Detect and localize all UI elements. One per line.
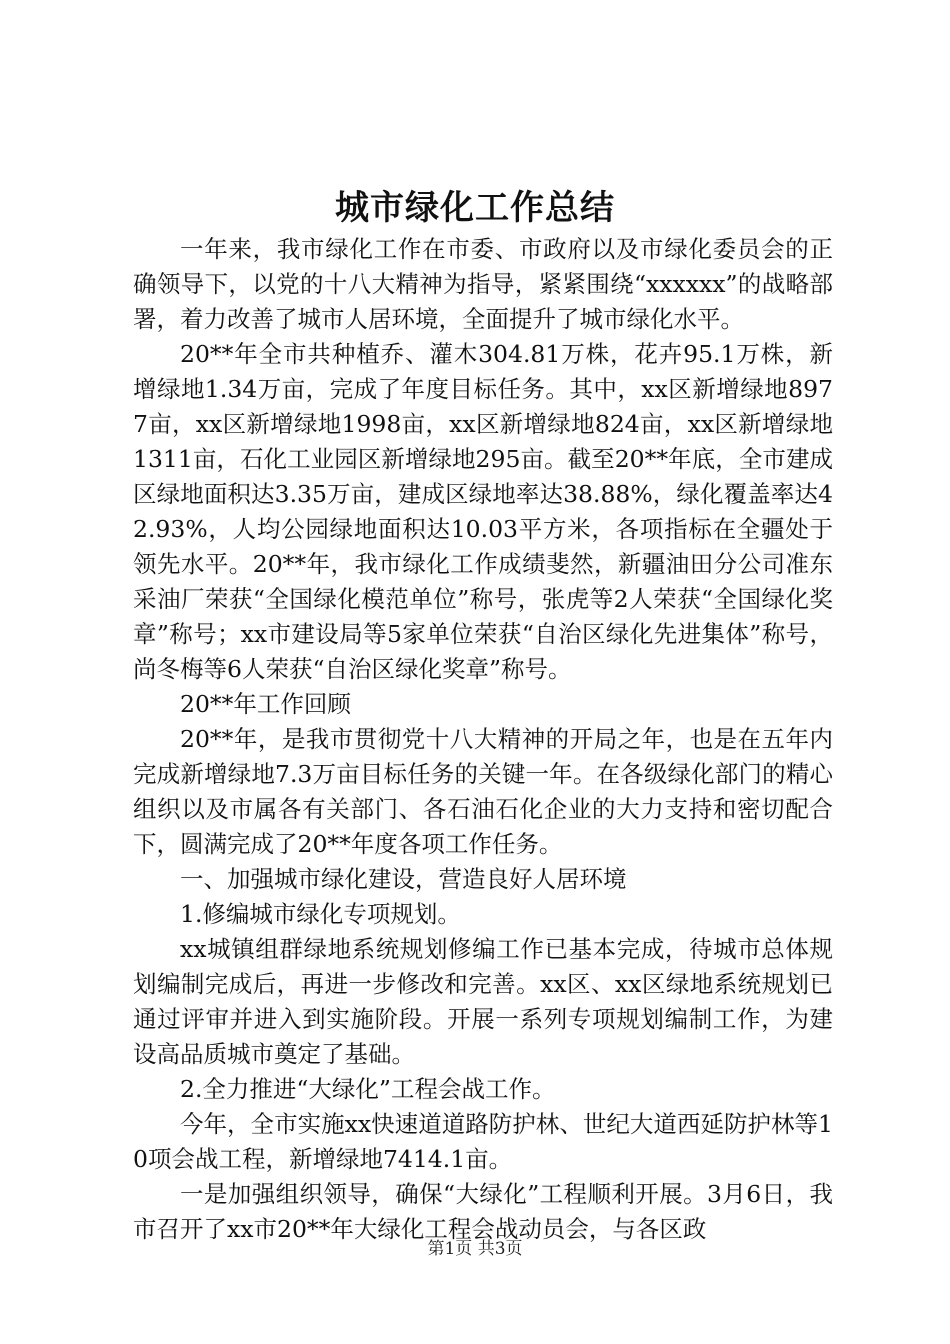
section-heading-review: 20**年工作回顾: [180, 690, 351, 718]
page-footer: 第1页 共3页: [427, 1239, 523, 1259]
paragraph-campaign: 今年，全市实施xx快速道道路防护林、世纪大道西延防护林等10项会战工程，新增绿地7414.1亩。: [133, 1110, 833, 1173]
paragraph-planning: xx城镇组群绿地系统规划修编工作已基本完成，待城市总体规划编制完成后，再进一步修改和完善。xx区、xx区绿地系统规划已通过评审并进入到实施阶段。开展一系列专项规划编制工作，为建设高品质城市奠定了基础。: [133, 935, 833, 1068]
document-title: 城市绿化工作总结: [335, 188, 615, 228]
subheading-planning: 1.修编城市绿化专项规划。: [180, 900, 461, 928]
paragraph-review: 20**年，是我市贯彻党十八大精神的开局之年，也是在五年内完成新增绿地7.3万亩目标任务的关键一年。在各级绿化部门的精心组织以及市属各有关部门、各石油石化企业的大力支持和密切配合下，圆满完成了20**年度各项工作任务。: [133, 725, 833, 858]
subheading-greening-campaign: 2.全力推进“大绿化”工程会战工作。: [180, 1075, 556, 1103]
section-heading-one: 一、加强城市绿化建设，营造良好人居环境: [180, 865, 627, 893]
paragraph-organization: 一是加强组织领导，确保“大绿化”工程顺利开展。3月6日，我市召开了xx市20**年大绿化工程会战动员会，与各区政: [133, 1180, 833, 1243]
paragraph-intro: 一年来，我市绿化工作在市委、市政府以及市绿化委员会的正确领导下，以党的十八大精神为指导，紧紧围绕“xxxxxx”的战略部署，着力改善了城市人居环境，全面提升了城市绿化水平。: [133, 235, 833, 333]
document-body: [133, 232, 833, 1247]
paragraph-statistics: 20**年全市共种植乔、灌木304.81万株，花卉95.1万株，新增绿地1.34万亩，完成了年度目标任务。其中，xx区新增绿地8977亩，xx区新增绿地1998亩，xx区新增绿地824亩，xx区新增绿地1311亩，石化工业园区新增绿地295亩。截至20**年底，全市建成区绿地面积达3.35万亩，建成区绿地率达38.88%，绿化覆盖率达42.93%，人均公园绿地面积达10.03平方米，各项指标在全疆处于领先水平。20**年，我市绿化工作成绩斐然，新疆油田分公司准东采油厂荣获“全国绿化模范单位”称号，张虎等2人荣获“全国绿化奖章”称号；xx市建设局等5家单位荣获“自治区绿化先进集体”称号，尚冬梅等6人荣获“自治区绿化奖章”称号。: [133, 340, 833, 683]
